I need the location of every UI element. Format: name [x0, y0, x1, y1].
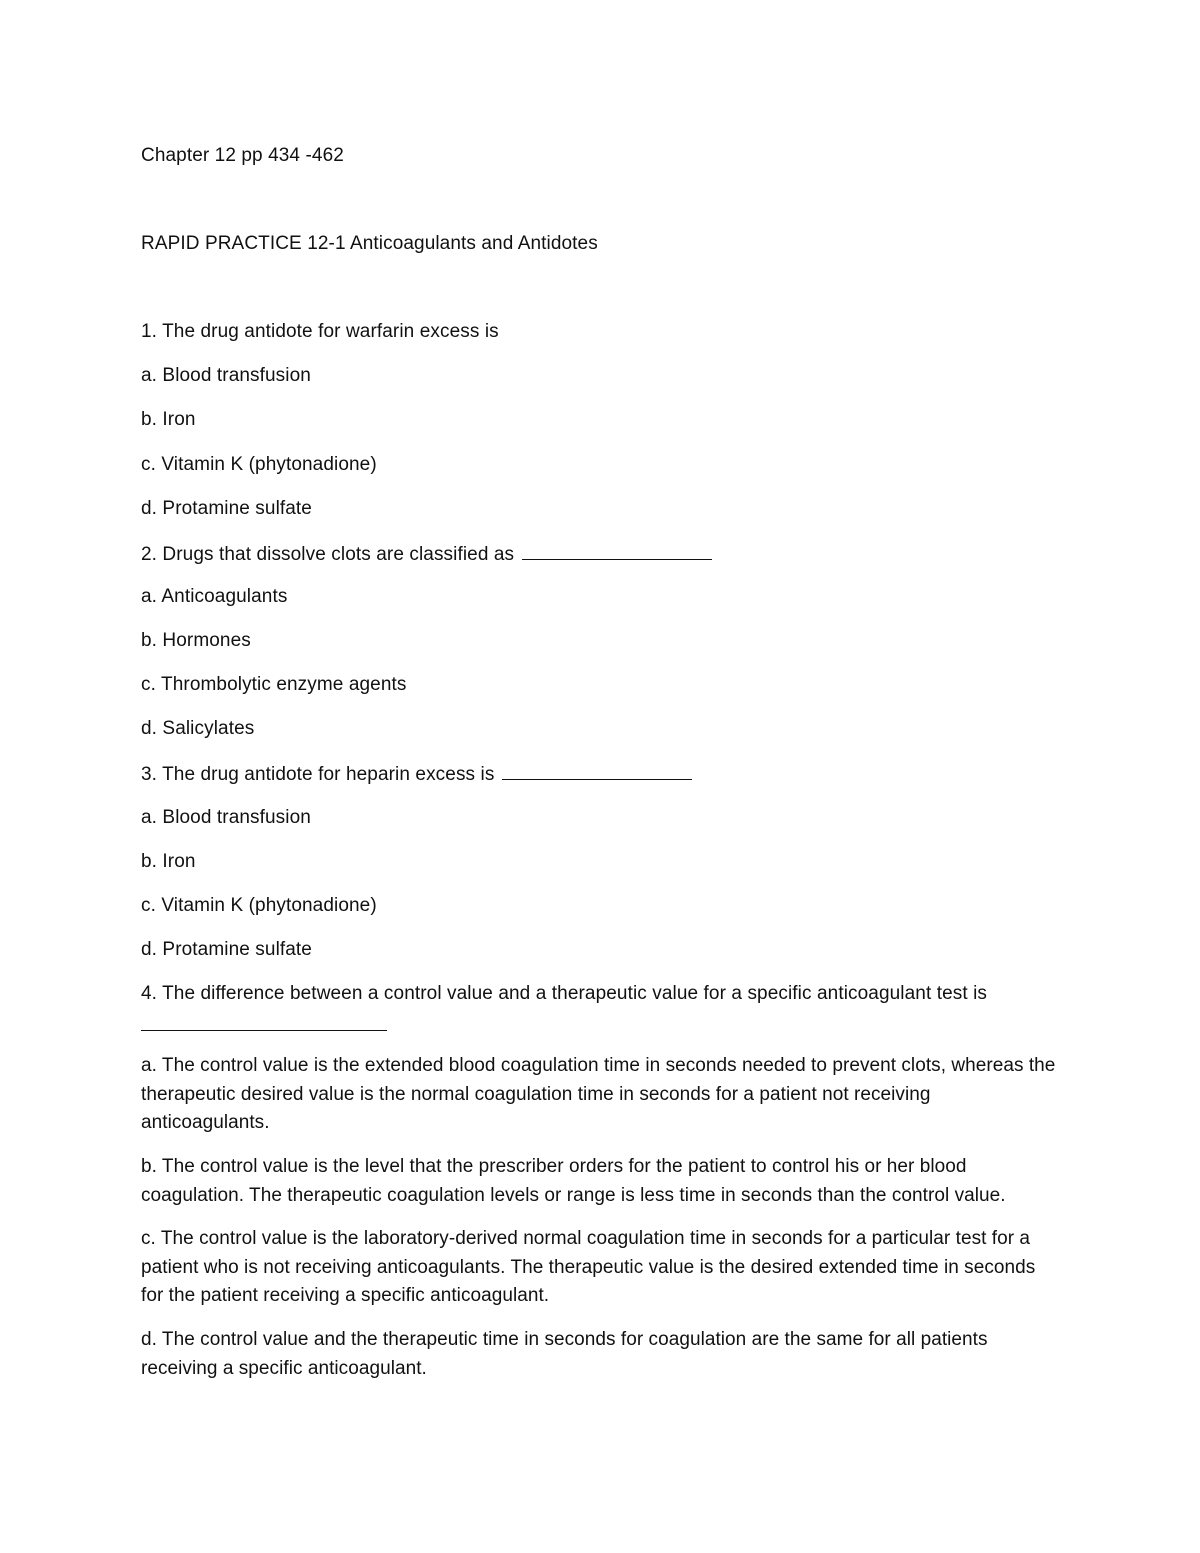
question-3-option-a: a. Blood transfusion — [141, 807, 311, 828]
question-1-option-c: c. Vitamin K (phytonadione) — [141, 454, 377, 475]
question-4-option-a: a. The control value is the extended blood coagulation time in seconds needed to prevent clots, whereas the therapeutic desired value is the normal coagulation time in seconds for a patient not receiving anticoagulants. — [141, 1055, 1056, 1133]
question-3-option-c: c. Vitamin K (phytonadione) — [141, 895, 377, 916]
question-2-option-a: a. Anticoagulants — [141, 586, 288, 607]
question-1-option-d: d. Protamine sulfate — [141, 498, 312, 519]
question-2-stem: 2. Drugs that dissolve clots are classified as — [141, 544, 515, 565]
question-2-option-b: b. Hormones — [141, 630, 251, 651]
question-1-option-b: b. Iron — [141, 409, 196, 430]
chapter-heading: Chapter 12 pp 434 -462 — [141, 145, 344, 166]
question-2-option-d: d. Salicylates — [141, 718, 255, 739]
question-4-stem: 4. The difference between a control value and a therapeutic value for a specific anticoagulant test is — [141, 983, 988, 1004]
answer-blank — [522, 542, 712, 560]
question-2-line — [141, 542, 712, 566]
section-title: RAPID PRACTICE 12-1 Anticoagulants and Antidotes — [141, 233, 598, 254]
question-3-stem: 3. The drug antidote for heparin excess is — [141, 764, 495, 785]
answer-blank — [502, 762, 692, 780]
question-3-line — [141, 762, 692, 786]
question-4-option-c: c. The control value is the laboratory-derived normal coagulation time in seconds for a particular test for a patient who is not receiving anticoagulants. The therapeutic value is the desired extended time in seconds for the patient receiving a specific anticoagulant. — [141, 1228, 1036, 1306]
question-3-option-b: b. Iron — [141, 851, 196, 872]
answer-blank — [141, 1012, 387, 1031]
question-2-option-c: c. Thrombolytic enzyme agents — [141, 674, 407, 695]
question-1-stem: 1. The drug antidote for warfarin excess is — [141, 321, 499, 342]
question-4-option-d: d. The control value and the therapeutic time in seconds for coagulation are the same for all patients receiving a specific anticoagulant. — [141, 1329, 988, 1379]
question-1-option-a: a. Blood transfusion — [141, 365, 311, 386]
question-4-option-b: b. The control value is the level that the prescriber orders for the patient to control his or her blood coagulation. The therapeutic coagulation levels or range is less time in seconds than the control value. — [141, 1156, 1006, 1206]
question-3-option-d: d. Protamine sulfate — [141, 939, 312, 960]
